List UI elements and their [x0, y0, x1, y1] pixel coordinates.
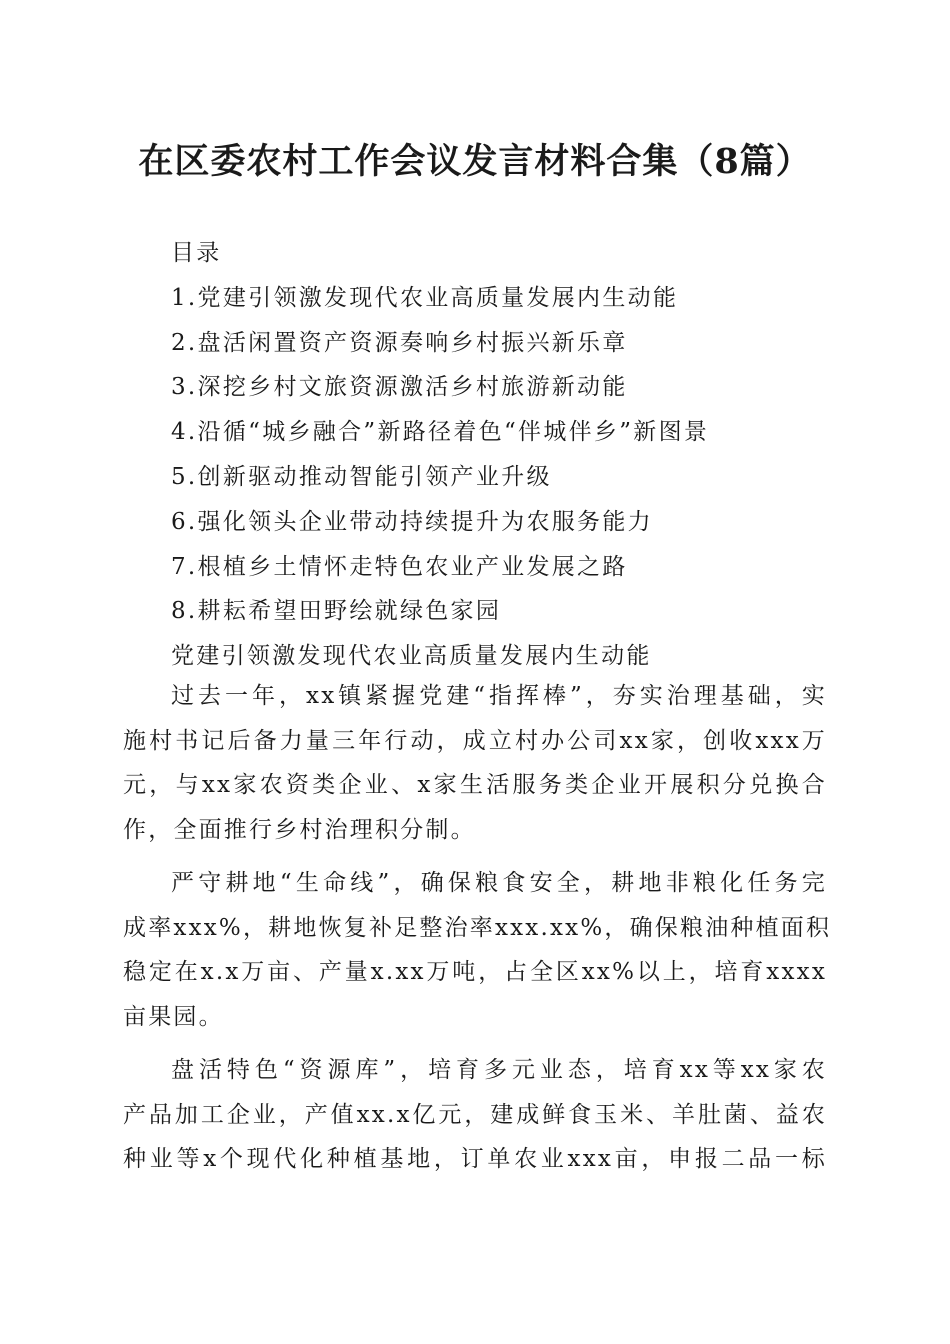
paragraph-line: 作，全面推行乡村治理积分制。 — [123, 816, 476, 843]
toc-heading: 目录 — [171, 240, 222, 266]
toc-item: 6.强化领头企业带动持续提升为农服务能力 — [171, 508, 653, 535]
table-of-contents — [171, 231, 709, 679]
paragraph-line: 稳定在x.x万亩、产量x.xx万吨，占全区xx%以上，培育xxxx — [123, 959, 827, 985]
toc-item: 7.根植乡土情怀走特色农业产业发展之路 — [171, 553, 628, 580]
toc-item: 1.党建引领激发现代农业高质量发展内生动能 — [171, 284, 679, 311]
paragraph-line: 种业等x个现代化种植基地，订单农业xxx亩，申报二品一标 — [123, 1146, 827, 1172]
paragraph-line: 元，与xx家农资类企业、x家生活服务类企业开展积分兑换合 — [123, 772, 827, 798]
document-title: 在区委农村工作会议发言材料合集（8篇） — [138, 141, 812, 182]
paragraph-line: 严守耕地“生命线”，确保粮食安全，耕地非粮化任务完 — [171, 870, 827, 896]
body-text — [123, 674, 832, 1191]
paragraph — [123, 674, 827, 852]
toc-item: 3.深挖乡村文旅资源激活乡村旅游新动能 — [171, 374, 628, 401]
toc-item: 4.沿循“城乡融合”新路径着色“伴城伴乡”新图景 — [171, 419, 710, 446]
toc-item: 8.耕耘希望田野绘就绿色家园 — [171, 598, 502, 625]
paragraph — [123, 1048, 827, 1182]
paragraph-line: 亩果园。 — [123, 1003, 224, 1030]
toc-item: 5.创新驱动推动智能引领产业升级 — [171, 463, 552, 490]
paragraph — [123, 861, 832, 1039]
paragraph-line: 过去一年，xx镇紧握党建“指挥棒”，夯实治理基础，实 — [171, 683, 827, 709]
paragraph-line: 成率xxx%，耕地恢复补足整治率xxx.xx%，确保粮油种植面积 — [123, 914, 832, 941]
paragraph-line: 盘活特色“资源库”，培育多元业态，培育xx等xx家农 — [171, 1057, 827, 1083]
section-title: 党建引领激发现代农业高质量发展内生动能 — [171, 643, 652, 670]
paragraph-line: 产品加工企业，产值xx.x亿元，建成鲜食玉米、羊肚菌、益农 — [123, 1101, 827, 1128]
paragraph-line: 施村书记后备力量三年行动，成立村办公司xx家，创收xxx万 — [123, 727, 827, 754]
toc-item: 2.盘活闲置资产资源奏响乡村振兴新乐章 — [171, 329, 628, 356]
